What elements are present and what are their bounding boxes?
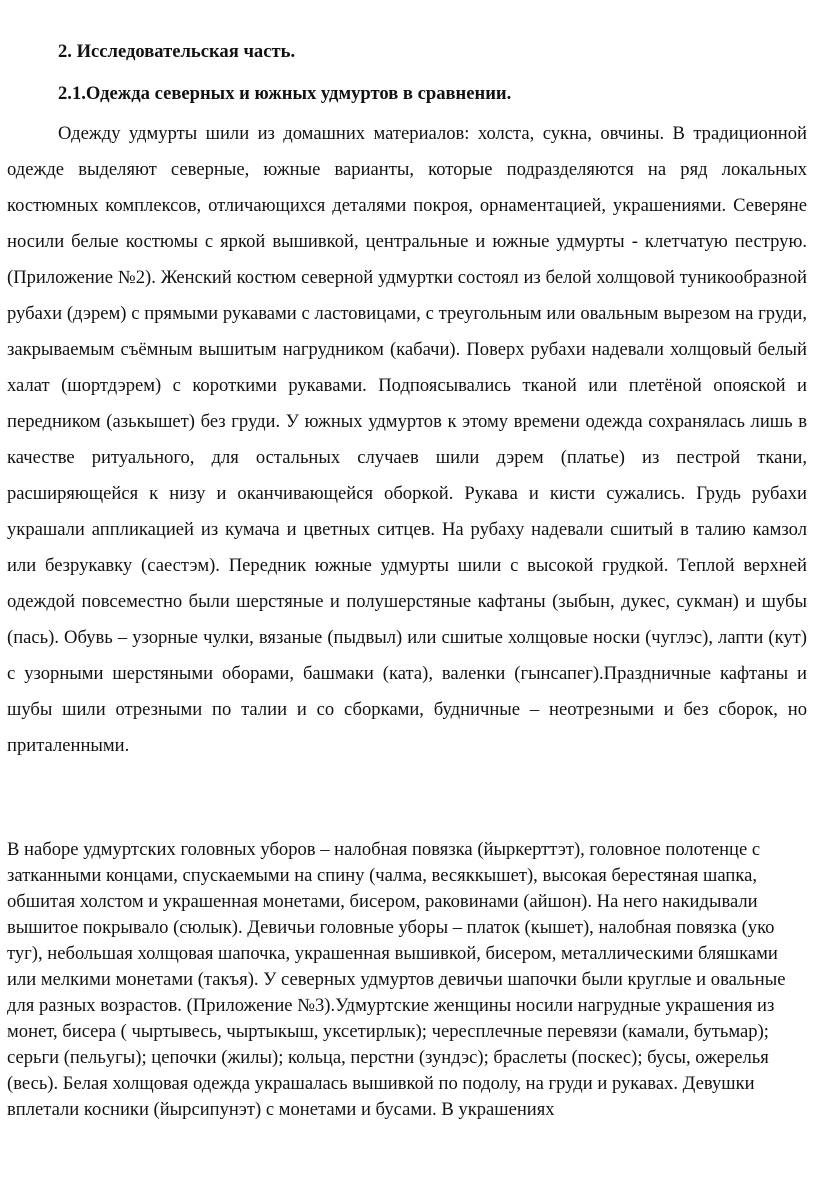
subsection-title: 2.1.Одежда северных и южных удмуртов в сравнении. — [58, 83, 512, 104]
paragraph-clothing: Одежду удмурты шили из домашних материалов: холста, сукна, овчины. В традиционной одежде выделяют северные, южные варианты, которые подразделяются на ряд локальных костюмных комплексов, отличающихся деталями покроя, орнаментацией, украшениями. Северяне носили белые костюмы с яркой вышивкой, центральные и южные удмурты - клетчатую пеструю. (Приложение №2). Женский костюм северной удмуртки состоял из белой холщовой туникообразной рубахи (дэрем) с прямыми рукавами с ластовицами, с треугольным или овальным вырезом на груди, закрываемым съёмным вышитым нагрудником (кабачи). Поверх рубахи надевали холщовый белый халат (шортдэрем) с короткими рукавами. Подпоясывались тканой или плетёной опояской и передником (азькышет) без груди. У южных удмуртов к этому времени одежда сохранялась лишь в качестве ритуального, для остальных случаев шили дэрем (платье) из пестрой ткани, расширяющейся к низу и оканчивающейся оборкой. Рукава и кисти сужались. Грудь рубахи украшали аппликацией из кумача и цветных ситцев. На рубаху надевали сшитый в талию камзол или безрукавку (саестэм). Передник южные удмурты шили с высокой грудкой. Теплой верхней одеждой повсеместно были шерстяные и полушерстяные кафтаны (зыбын, дукес, сукман) и шубы (пась). Обувь – узорные чулки, вязаные (пыдвыл) или сшитые холщовые носки (чуглэс), лапти (кут) с узорными шерстяными оборами, башмаки (ката), валенки (гынсапег).Праздничные кафтаны и шубы шили отрезными по талии и со сборками, будничные – неотрезными и без сборок, но приталенными. — [7, 123, 807, 756]
paragraph-headwear: В наборе удмуртских головных уборов – налобная повязка (йыркерттэт), головное полотенце с затканными концами, спускаемыми на спину (чалма, весяккышет), высокая берестяная шапка, обшитая холстом и украшенная монетами, бисером, раковинами (айшон). На него накидывали вышитое покрывало (сюлык). Девичьи головные уборы – платок (кышет), налобная повязка (уко туг), небольшая холщовая шапочка, украшенная вышивкой, бисером, металлическими бляшками или мелкими монетами (такъя). У северных удмуртов девичьи шапочки были круглые и овальные для разных возрастов. (Приложение №3).Удмуртские женщины носили нагрудные украшения из монет, бисера ( чыртывесь, чыртыкыш, уксетирлык); чересплечные перевязи (камали, бутьмар); серьги (пельугы); цепочки (жилы); кольца, перстни (зундэс); браслеты (поскес); бусы, ожерелья (весь). Белая холщовая одежда украшалась вышивкой по подолу, на груди и рукавах. Девушки вплетали косники (йырсипунэт) с монетами и бусами. В украшениях — [7, 839, 786, 1120]
section-title: 2. Исследовательская часть. — [58, 41, 296, 62]
